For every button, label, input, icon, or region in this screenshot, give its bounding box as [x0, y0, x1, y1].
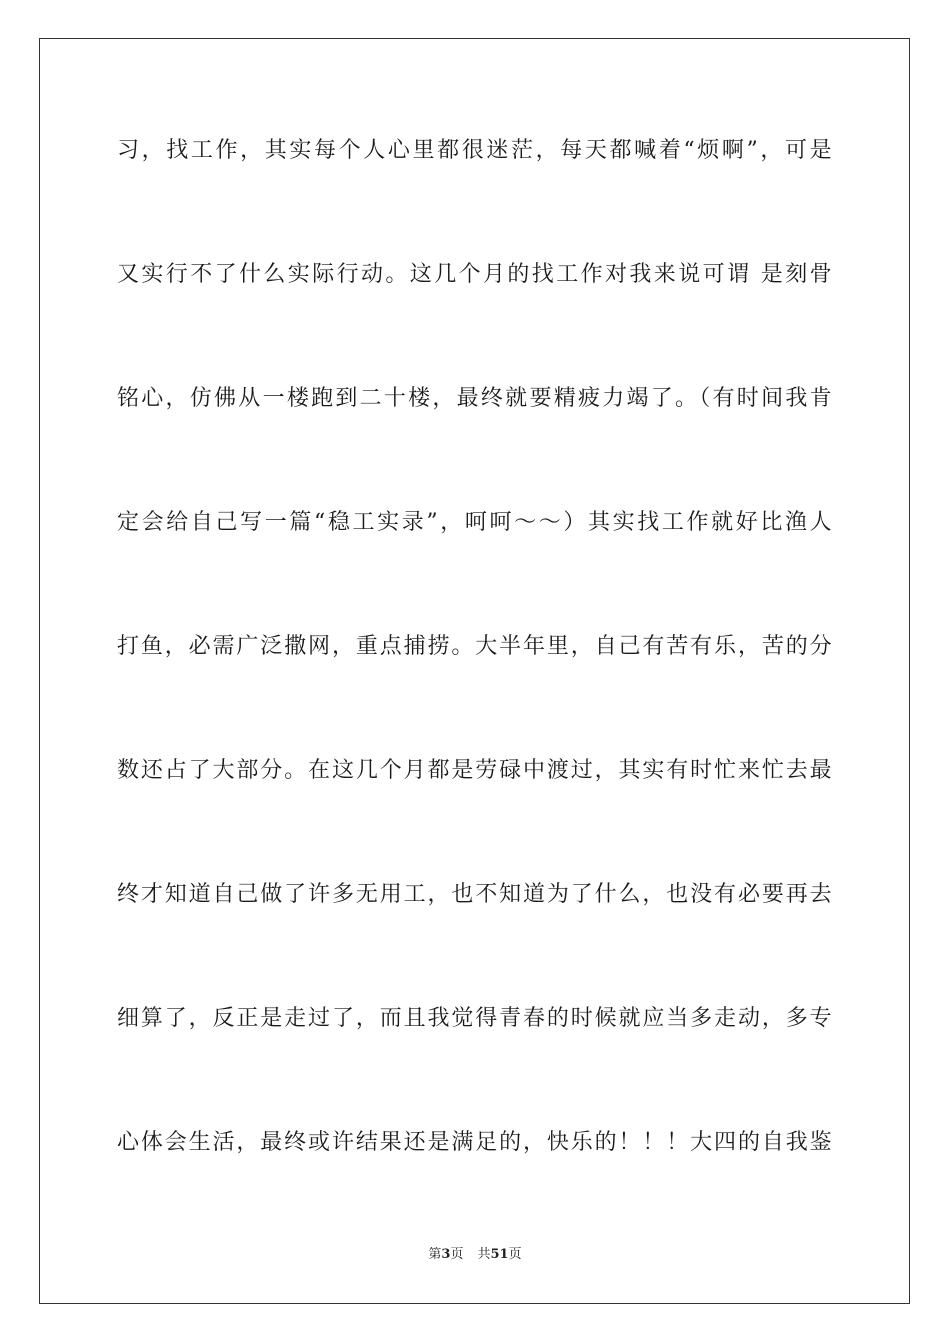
text-line-4: 定会给自己写一篇“稳工实录”，呵呵～～）其实找工作就好比渔人 [117, 510, 833, 535]
text-line-3: 铭心，仿佛从一楼跑到二十楼，最终就要精疲力竭了。（有时间我肯 [117, 386, 833, 411]
page-suffix: 页 [450, 1247, 464, 1262]
page-number: 3 [441, 1247, 451, 1262]
text-line-8: 细算了，反正是走过了，而且我觉得青春的时候就应当多走动，多专 [117, 1006, 833, 1031]
text-line-9: 心体会生活，最终或许结果还是满足的，快乐的！！！大四的自我鉴 [117, 1130, 833, 1155]
total-suffix: 页 [508, 1247, 522, 1262]
page-prefix: 第 [428, 1247, 442, 1262]
text-line-7: 终才知道自己做了许多无用工，也不知道为了什么，也没有必要再去 [117, 882, 833, 907]
total-pages: 51 [490, 1247, 509, 1262]
text-line-5: 打鱼，必需广泛撒网，重点捕捞。大半年里，自己有苦有乐，苦的分 [117, 634, 833, 659]
text-line-6: 数还占了大部分。在这几个月都是劳碌中渡过，其实有时忙来忙去最 [117, 758, 833, 783]
page-border [39, 38, 910, 1304]
text-line-1: 习，找工作，其实每个人心里都很迷茫，每天都喊着“烦啊”，可是 [117, 138, 833, 163]
text-line-2: 又实行不了什么实际行动。这几个月的找工作对我来说可谓 是刻骨 [117, 262, 833, 287]
total-prefix: 共 [477, 1247, 491, 1262]
page-footer [0, 1246, 950, 1264]
